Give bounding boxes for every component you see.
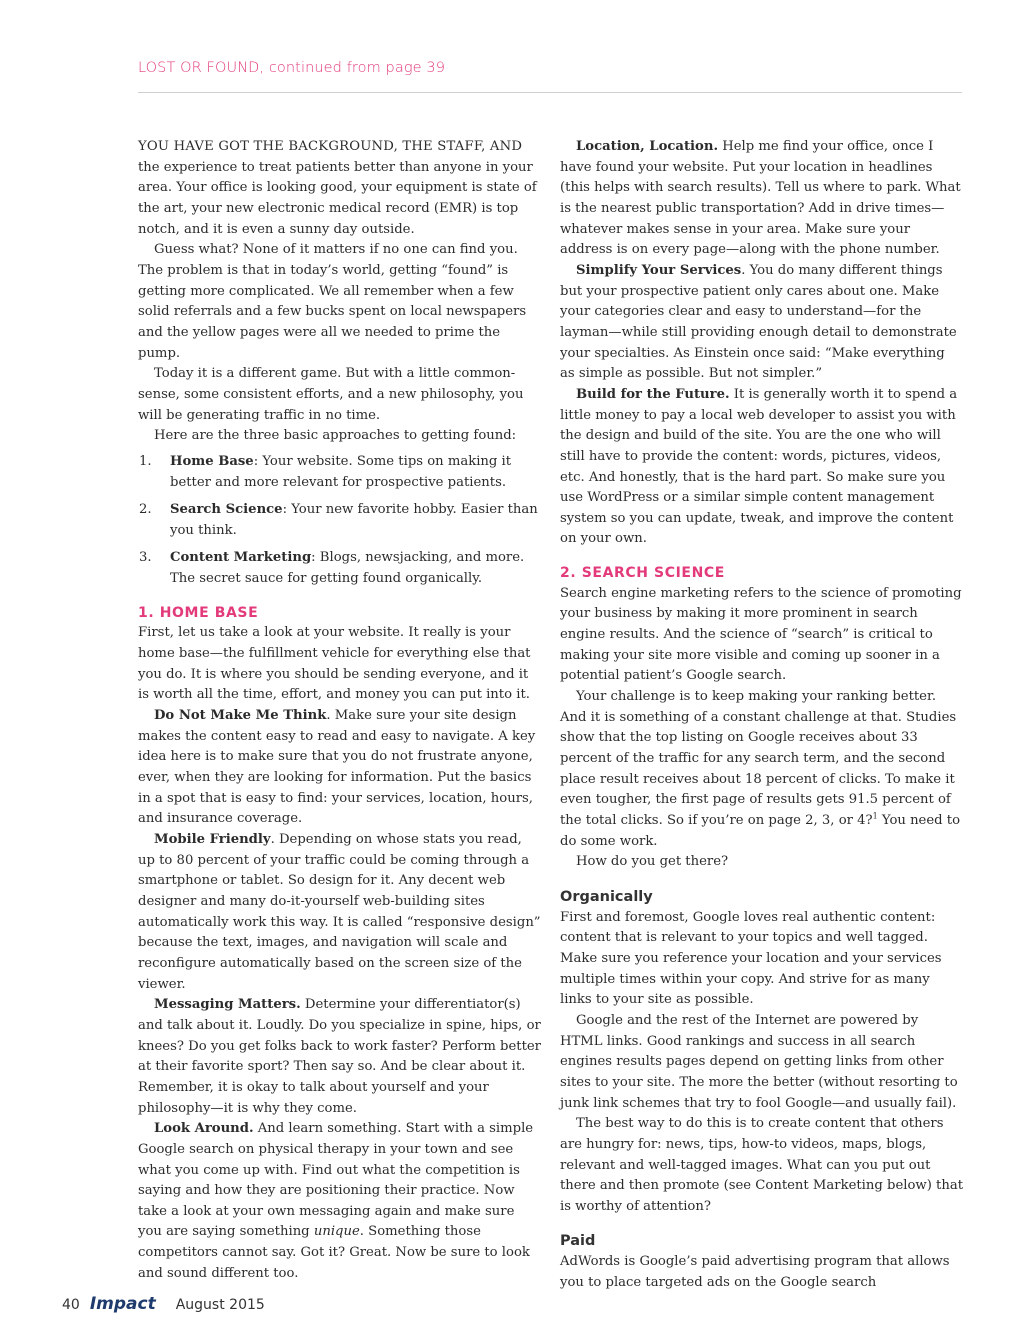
search-text: You need to do some work.: [560, 813, 961, 849]
tip-do-not-make-me-think: [138, 706, 541, 830]
approaches-list: [138, 452, 541, 590]
tip-text: . You do many different things but your prospective patient only cares about one. Make your categories clear and easy to understand—for the layman—while still providing enough detail to demonstrate your specialties. As Einstein once said: “Make everything as simple as possible. But not simpler.”: [560, 262, 957, 382]
right-column: [560, 137, 963, 1293]
list-number: 3.: [139, 550, 152, 566]
issue-date: August 2015: [175, 1297, 265, 1313]
tip-messaging-matters: [138, 995, 541, 1119]
page-number: 40: [62, 1297, 80, 1313]
list-text: : Your new favorite hobby. Easier than you think.: [170, 502, 538, 538]
tip-mobile-friendly: [138, 830, 541, 995]
tip-term: Do Not Make Me Think: [154, 708, 327, 724]
organic-paragraph-2: Google and the rest of the Internet are powered by HTML links. Good rankings and success in all search engines results pages depend on getting links from other sites to your site. The more the better (without resorting to junk link schemes that try to fool Google—and usually fail).: [560, 1012, 958, 1111]
list-item: [138, 500, 541, 541]
intro-lead: YOU HAVE GOT THE BACKGROUND, THE STAFF, AND: [138, 139, 523, 154]
tip-term: Messaging Matters.: [154, 997, 301, 1013]
tip-text: . Depending on whose stats you read, up to 80 percent of your traffic could be coming through a smartphone or tablet. So design for it. Any decent web designer and many do-it-yourself web-building sites automatically work this way. It is called “responsive design” because the text, images, and navigation will scale and reconfigure automatically based on the screen size of the viewer.: [138, 832, 541, 992]
list-term: Home Base: [170, 453, 254, 469]
running-head: LOST OR FOUND, continued from page 39: [138, 60, 446, 76]
intro-paragraph-3: Today it is a different game. But with a little common-sense, some consistent efforts, and a new philosophy, you will be generating traffic in no time.: [138, 366, 524, 423]
search-paragraph-2: [560, 687, 963, 852]
paid-paragraph-1: AdWords is Google’s paid advertising program that allows you to place targeted ads on the Google search: [560, 1254, 950, 1290]
tip-term: Build for the Future.: [576, 386, 730, 402]
tip-term: Look Around.: [154, 1121, 254, 1137]
search-text: Your challenge is to keep making your ranking better. And it is something of a constant challenge at that. Studies show that the top listing on Google receives about 33 percent of the traffic for any search term, and the second place result receives about 18 percent of clicks. To make it even tougher, the first page of results gets 91.5 percent of the total clicks. So if you’re on page 2, 3, or 4?: [560, 689, 957, 828]
tip-text: Determine your differentiator(s) and talk about it. Loudly. Do you specialize in spine, hips, or knees? Do you get folks back to work faster? Perform better at their favorite sport? Then say so. And be clear about it. Remember, it is okay to talk about yourself and your philosophy—it is why they come.: [138, 997, 541, 1116]
section-heading-search-science: 2. SEARCH SCIENCE: [560, 565, 725, 582]
list-number: 1.: [139, 453, 152, 469]
list-term: Search Science: [170, 502, 283, 518]
tip-text: . Something those competitors cannot say. Got it? Great. Now be sure to look and sound different too.: [138, 1224, 530, 1281]
organic-paragraph-3: The best way to do this is to create content that others are hungry for: news, tips, how-to videos, maps, blogs, relevant and well-tagged images. What can you put out there and then promote (see Content Marketing below) that is worthy of attention?: [560, 1116, 964, 1214]
tip-simplify: [560, 261, 963, 385]
tip-term: Mobile Friendly: [154, 832, 271, 847]
intro-paragraph-4: Here are the three basic approaches to getting found:: [154, 428, 517, 444]
tip-term: Simplify Your Services: [576, 262, 742, 278]
list-text: : Blogs, newsjacking, and more. The secret sauce for getting found organically.: [170, 550, 525, 587]
left-column: [138, 137, 541, 1284]
intro-paragraph-1: [138, 137, 541, 240]
list-number: 2.: [139, 502, 152, 518]
header-rule: [138, 92, 962, 93]
tip-term: Location, Location.: [576, 139, 719, 154]
tip-text: It is generally worth it to spend a little money to pay a local web developer to assist you with the design and build of the site. You are the one who will still have to provide the content: words, pictures, videos, etc. And honestly, that is the hard part. So make sure you use WordPress or a similar simple content management system so you can update, tweak, and improve the content on your own.: [560, 386, 958, 547]
search-paragraph-1: Search engine marketing refers to the science of promoting your business by making it more prominent in search engine results. And the science of “search” is critical to making your site more visible and coming up sooner in a potential patient’s Google search.: [560, 585, 962, 684]
home-base-paragraph: First, let us take a look at your website. It really is your home base—the fulfillment vehicle for everything else that you do. It is where you should be sending everyone, and it is worth all the time, effort, and money you can put into it.: [138, 625, 531, 703]
tip-build-future: [560, 385, 963, 550]
tip-text: Help me find your office, once I have found your website. Put your location in headlines (this helps with search results). Tell us where to park. What is the nearest public transportation? Add in drive times—whatever makes sense in your area. Make sure your address is on every page—along with the phone number.: [560, 139, 961, 258]
intro-text: the experience to treat patients better than anyone in your area. Your office is looking good, your equipment is state of the art, your new electronic medical record (EMR) is top notch, and it is even a sunny day outside.: [138, 159, 537, 237]
tip-emphasis: unique: [313, 1224, 360, 1240]
tip-text: And learn something. Start with a simple Google search on physical therapy in your town and see what you come up with. Find out what the competition is saying and how they are positioning their practice. Now take a look at your own messaging again and make sure you are saying something: [138, 1121, 534, 1240]
organic-paragraph-1: First and foremost, Google loves real authentic content: content that is relevant to your topics and well tagged. Make sure you reference your location and your services multiple times within your copy. And strive for as many links to your site as possible.: [560, 909, 942, 1008]
intro-paragraph-2: Guess what? None of it matters if no one can find you. The problem is that in today’s world, getting “found” is getting more complicated. We all remember when a few solid referrals and a few bucks spent on local newspapers and the yellow pages were all we needed to prime the pump.: [138, 242, 527, 361]
tip-look-around: [138, 1119, 541, 1284]
list-item: [138, 548, 541, 589]
list-item: [138, 452, 541, 493]
section-heading-home-base: 1. HOME BASE: [138, 604, 259, 621]
magazine-logo: Impact: [89, 1294, 156, 1314]
footnote-marker: 1: [872, 811, 878, 821]
tip-location: [560, 137, 963, 261]
subheading-paid: Paid: [560, 1233, 596, 1250]
list-term: Content Marketing: [170, 550, 312, 566]
subheading-organically: Organically: [560, 888, 653, 905]
tip-text: . Make sure your site design makes the content easy to read and easy to navigate. A key idea here is to make sure that you do not frustrate anyone, ever, when they are looking for information. Put the basics in a spot that is easy to find: your services, location, hours, and insurance coverage.: [138, 708, 536, 827]
page-footer: [62, 1294, 265, 1314]
list-text: : Your website. Some tips on making it better and more relevant for prospective patients.: [170, 453, 512, 490]
search-paragraph-3: How do you get there?: [576, 854, 729, 870]
